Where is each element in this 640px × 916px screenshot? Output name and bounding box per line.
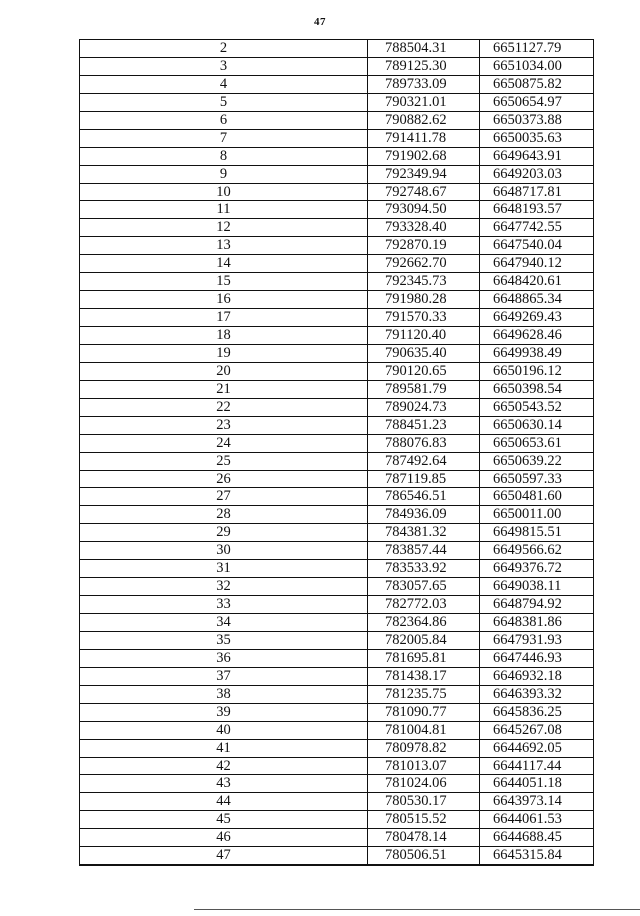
- x-coordinate-cell: 781235.75: [368, 686, 480, 703]
- y-coordinate-cell: 6647742.55: [493, 219, 562, 236]
- table-row: [80, 847, 593, 866]
- table-row: [80, 524, 593, 542]
- x-coordinate-cell: 789024.73: [368, 399, 480, 416]
- x-coordinate-cell: 792349.94: [368, 166, 480, 183]
- x-coordinate-cell: 788504.31: [368, 40, 480, 57]
- x-coordinate-cell: 782772.03: [368, 596, 480, 613]
- point-number-cell: 12: [80, 219, 368, 236]
- table-row: [80, 58, 593, 76]
- point-number-cell: 46: [80, 829, 368, 846]
- point-number-cell: 16: [80, 291, 368, 308]
- y-coordinate-cell: 6648193.57: [493, 201, 562, 218]
- table-row: [80, 578, 593, 596]
- x-coordinate-cell: 781013.07: [368, 758, 480, 775]
- y-coordinate-cell: 6644117.44: [493, 757, 562, 774]
- point-number-cell: 30: [80, 542, 368, 559]
- table-row: [80, 148, 593, 166]
- table-row: [80, 775, 593, 793]
- y-coordinate-cell: 6647446.93: [493, 649, 562, 666]
- point-number-cell: 43: [80, 775, 368, 792]
- table-row: [80, 201, 593, 219]
- table-row: [80, 471, 593, 489]
- y-coordinate-cell: 6649376.72: [493, 560, 562, 577]
- y-coordinate-cell: 6649038.11: [493, 578, 562, 595]
- y-coordinate-cell: 6649643.91: [493, 147, 562, 164]
- y-coordinate-cell: 6650597.33: [493, 470, 562, 487]
- table-row: [80, 453, 593, 471]
- y-coordinate-cell: 6650630.14: [493, 416, 562, 433]
- point-number-cell: 26: [80, 471, 368, 488]
- point-number-cell: 10: [80, 184, 368, 201]
- x-coordinate-cell: 790120.65: [368, 363, 480, 380]
- table-row: [80, 435, 593, 453]
- y-coordinate-cell: 6650639.22: [493, 452, 562, 469]
- x-coordinate-cell: 792870.19: [368, 237, 480, 254]
- point-number-cell: 36: [80, 650, 368, 667]
- table-row: [80, 255, 593, 273]
- point-number-cell: 18: [80, 327, 368, 344]
- point-number-cell: 24: [80, 435, 368, 452]
- point-number-cell: 23: [80, 417, 368, 434]
- x-coordinate-cell: 789125.30: [368, 58, 480, 75]
- table-row: [80, 399, 593, 417]
- point-number-cell: 20: [80, 363, 368, 380]
- point-number-cell: 41: [80, 740, 368, 757]
- table-row: [80, 76, 593, 94]
- point-number-cell: 4: [80, 76, 368, 93]
- table-row: [80, 829, 593, 847]
- table-row: [80, 219, 593, 237]
- y-coordinate-cell: 6649815.51: [493, 524, 562, 541]
- y-coordinate-cell: 6649566.62: [493, 542, 562, 559]
- point-number-cell: 9: [80, 166, 368, 183]
- y-coordinate-cell: 6645315.84: [493, 847, 562, 864]
- point-number-cell: 13: [80, 237, 368, 254]
- x-coordinate-cell: 793094.50: [368, 201, 480, 218]
- point-number-cell: 6: [80, 112, 368, 129]
- x-coordinate-cell: 781438.17: [368, 668, 480, 685]
- table-row: [80, 668, 593, 686]
- bottom-divider: [194, 909, 640, 910]
- table-row: [80, 632, 593, 650]
- table-row: [80, 506, 593, 524]
- table-row: [80, 614, 593, 632]
- table-row: [80, 740, 593, 758]
- table-row: [80, 327, 593, 345]
- x-coordinate-cell: 782364.86: [368, 614, 480, 631]
- y-coordinate-cell: 6648420.61: [493, 273, 562, 290]
- x-coordinate-cell: 789733.09: [368, 76, 480, 93]
- x-coordinate-cell: 788076.83: [368, 435, 480, 452]
- table-row: [80, 381, 593, 399]
- point-number-cell: 44: [80, 793, 368, 810]
- point-number-cell: 8: [80, 148, 368, 165]
- table-row: [80, 40, 593, 58]
- y-coordinate-cell: 6651034.00: [493, 57, 562, 74]
- point-number-cell: 11: [80, 201, 368, 218]
- table-row: [80, 793, 593, 811]
- x-coordinate-cell: 792662.70: [368, 255, 480, 272]
- table-row: [80, 345, 593, 363]
- point-number-cell: 15: [80, 273, 368, 290]
- point-number-cell: 39: [80, 704, 368, 721]
- x-coordinate-cell: 791570.33: [368, 309, 480, 326]
- x-coordinate-cell: 786546.51: [368, 488, 480, 505]
- point-number-cell: 38: [80, 686, 368, 703]
- x-coordinate-cell: 792748.67: [368, 184, 480, 201]
- y-coordinate-cell: 6649269.43: [493, 309, 562, 326]
- x-coordinate-cell: 780978.82: [368, 740, 480, 757]
- y-coordinate-cell: 6646393.32: [493, 685, 562, 702]
- y-coordinate-cell: 6647940.12: [493, 255, 562, 272]
- y-coordinate-cell: 6651127.79: [493, 40, 562, 56]
- x-coordinate-cell: 781024.06: [368, 775, 480, 792]
- y-coordinate-cell: 6647931.93: [493, 631, 562, 648]
- table-row: [80, 596, 593, 614]
- x-coordinate-cell: 787492.64: [368, 453, 480, 470]
- x-coordinate-cell: 780515.52: [368, 811, 480, 828]
- y-coordinate-cell: 6648381.86: [493, 614, 562, 630]
- table-row: [80, 112, 593, 130]
- y-coordinate-cell: 6650011.00: [493, 506, 562, 523]
- x-coordinate-cell: 791411.78: [368, 130, 480, 147]
- table-row: [80, 309, 593, 327]
- point-number-cell: 7: [80, 130, 368, 147]
- x-coordinate-cell: 787119.85: [368, 471, 480, 488]
- point-number-cell: 31: [80, 560, 368, 577]
- point-number-cell: 45: [80, 811, 368, 828]
- x-coordinate-cell: 781695.81: [368, 650, 480, 667]
- x-coordinate-cell: 783057.65: [368, 578, 480, 595]
- x-coordinate-cell: 783533.92: [368, 560, 480, 577]
- table-row: [80, 166, 593, 184]
- y-coordinate-cell: 6645836.25: [493, 703, 562, 720]
- point-number-cell: 34: [80, 614, 368, 631]
- y-coordinate-cell: 6644692.05: [493, 739, 562, 756]
- y-coordinate-cell: 6650373.88: [493, 111, 562, 128]
- table-row: [80, 130, 593, 148]
- table-row: [80, 542, 593, 560]
- point-number-cell: 33: [80, 596, 368, 613]
- x-coordinate-cell: 784381.32: [368, 524, 480, 541]
- table-row: [80, 417, 593, 435]
- table-row: [80, 291, 593, 309]
- table-row: [80, 758, 593, 776]
- point-number-cell: 25: [80, 453, 368, 470]
- x-coordinate-cell: 780530.17: [368, 793, 480, 810]
- y-coordinate-cell: 6650481.60: [493, 488, 562, 505]
- y-coordinate-cell: 6648865.34: [493, 291, 562, 308]
- point-number-cell: 35: [80, 632, 368, 649]
- point-number-cell: 3: [80, 58, 368, 75]
- y-coordinate-cell: 6650653.61: [493, 434, 562, 451]
- x-coordinate-cell: 792345.73: [368, 273, 480, 290]
- y-coordinate-cell: 6646932.18: [493, 667, 562, 684]
- x-coordinate-cell: 780506.51: [368, 847, 480, 864]
- point-number-cell: 21: [80, 381, 368, 398]
- point-number-cell: 2: [80, 40, 368, 57]
- point-number-cell: 22: [80, 399, 368, 416]
- point-number-cell: 42: [80, 758, 368, 775]
- point-number-cell: 32: [80, 578, 368, 595]
- y-coordinate-cell: 6650543.52: [493, 398, 562, 415]
- table-row: [80, 94, 593, 112]
- x-coordinate-cell: 782005.84: [368, 632, 480, 649]
- x-coordinate-cell: 783857.44: [368, 542, 480, 559]
- point-number-cell: 14: [80, 255, 368, 272]
- page-number: 47: [314, 16, 326, 28]
- x-coordinate-cell: 781004.81: [368, 722, 480, 739]
- y-coordinate-cell: 6649628.46: [493, 327, 562, 343]
- x-coordinate-cell: 790635.40: [368, 345, 480, 362]
- table-row: [80, 722, 593, 740]
- y-coordinate-cell: 6649938.49: [493, 344, 562, 361]
- coordinates-table: [79, 39, 594, 866]
- x-coordinate-cell: 780478.14: [368, 829, 480, 846]
- x-coordinate-cell: 789581.79: [368, 381, 480, 398]
- x-coordinate-cell: 791902.68: [368, 148, 480, 165]
- x-coordinate-cell: 790882.62: [368, 112, 480, 129]
- x-coordinate-cell: 781090.77: [368, 704, 480, 721]
- y-coordinate-cell: 6650398.54: [493, 380, 562, 397]
- point-number-cell: 28: [80, 506, 368, 523]
- table-row: [80, 237, 593, 255]
- table-row: [80, 811, 593, 829]
- table-row: [80, 650, 593, 668]
- table-row: [80, 273, 593, 291]
- y-coordinate-cell: 6648794.92: [493, 596, 562, 613]
- table-row: [80, 686, 593, 704]
- point-number-cell: 37: [80, 668, 368, 685]
- point-number-cell: 47: [80, 847, 368, 864]
- y-coordinate-cell: 6645267.08: [493, 721, 562, 738]
- point-number-cell: 17: [80, 309, 368, 326]
- x-coordinate-cell: 788451.23: [368, 417, 480, 434]
- y-coordinate-cell: 6650654.97: [493, 93, 562, 110]
- y-coordinate-cell: 6650035.63: [493, 129, 562, 146]
- y-coordinate-cell: 6644061.53: [493, 811, 562, 828]
- table-row: [80, 560, 593, 578]
- point-number-cell: 19: [80, 345, 368, 362]
- y-coordinate-cell: 6643973.14: [493, 793, 562, 810]
- point-number-cell: 5: [80, 94, 368, 111]
- point-number-cell: 29: [80, 524, 368, 541]
- table-row: [80, 488, 593, 506]
- y-coordinate-cell: 6648717.81: [493, 183, 562, 200]
- point-number-cell: 40: [80, 722, 368, 739]
- point-number-cell: 27: [80, 488, 368, 505]
- table-row: [80, 704, 593, 722]
- y-coordinate-cell: 6650196.12: [493, 362, 562, 379]
- y-coordinate-cell: 6647540.04: [493, 237, 562, 254]
- x-coordinate-cell: 790321.01: [368, 94, 480, 111]
- x-coordinate-cell: 791120.40: [368, 327, 480, 344]
- x-coordinate-cell: 793328.40: [368, 219, 480, 236]
- y-coordinate-cell: 6649203.03: [493, 165, 562, 182]
- table-row: [80, 184, 593, 202]
- x-coordinate-cell: 784936.09: [368, 506, 480, 523]
- table-row: [80, 363, 593, 381]
- y-coordinate-cell: 6644051.18: [493, 775, 562, 792]
- y-coordinate-cell: 6650875.82: [493, 75, 562, 92]
- x-coordinate-cell: 791980.28: [368, 291, 480, 308]
- y-coordinate-cell: 6644688.45: [493, 829, 562, 846]
